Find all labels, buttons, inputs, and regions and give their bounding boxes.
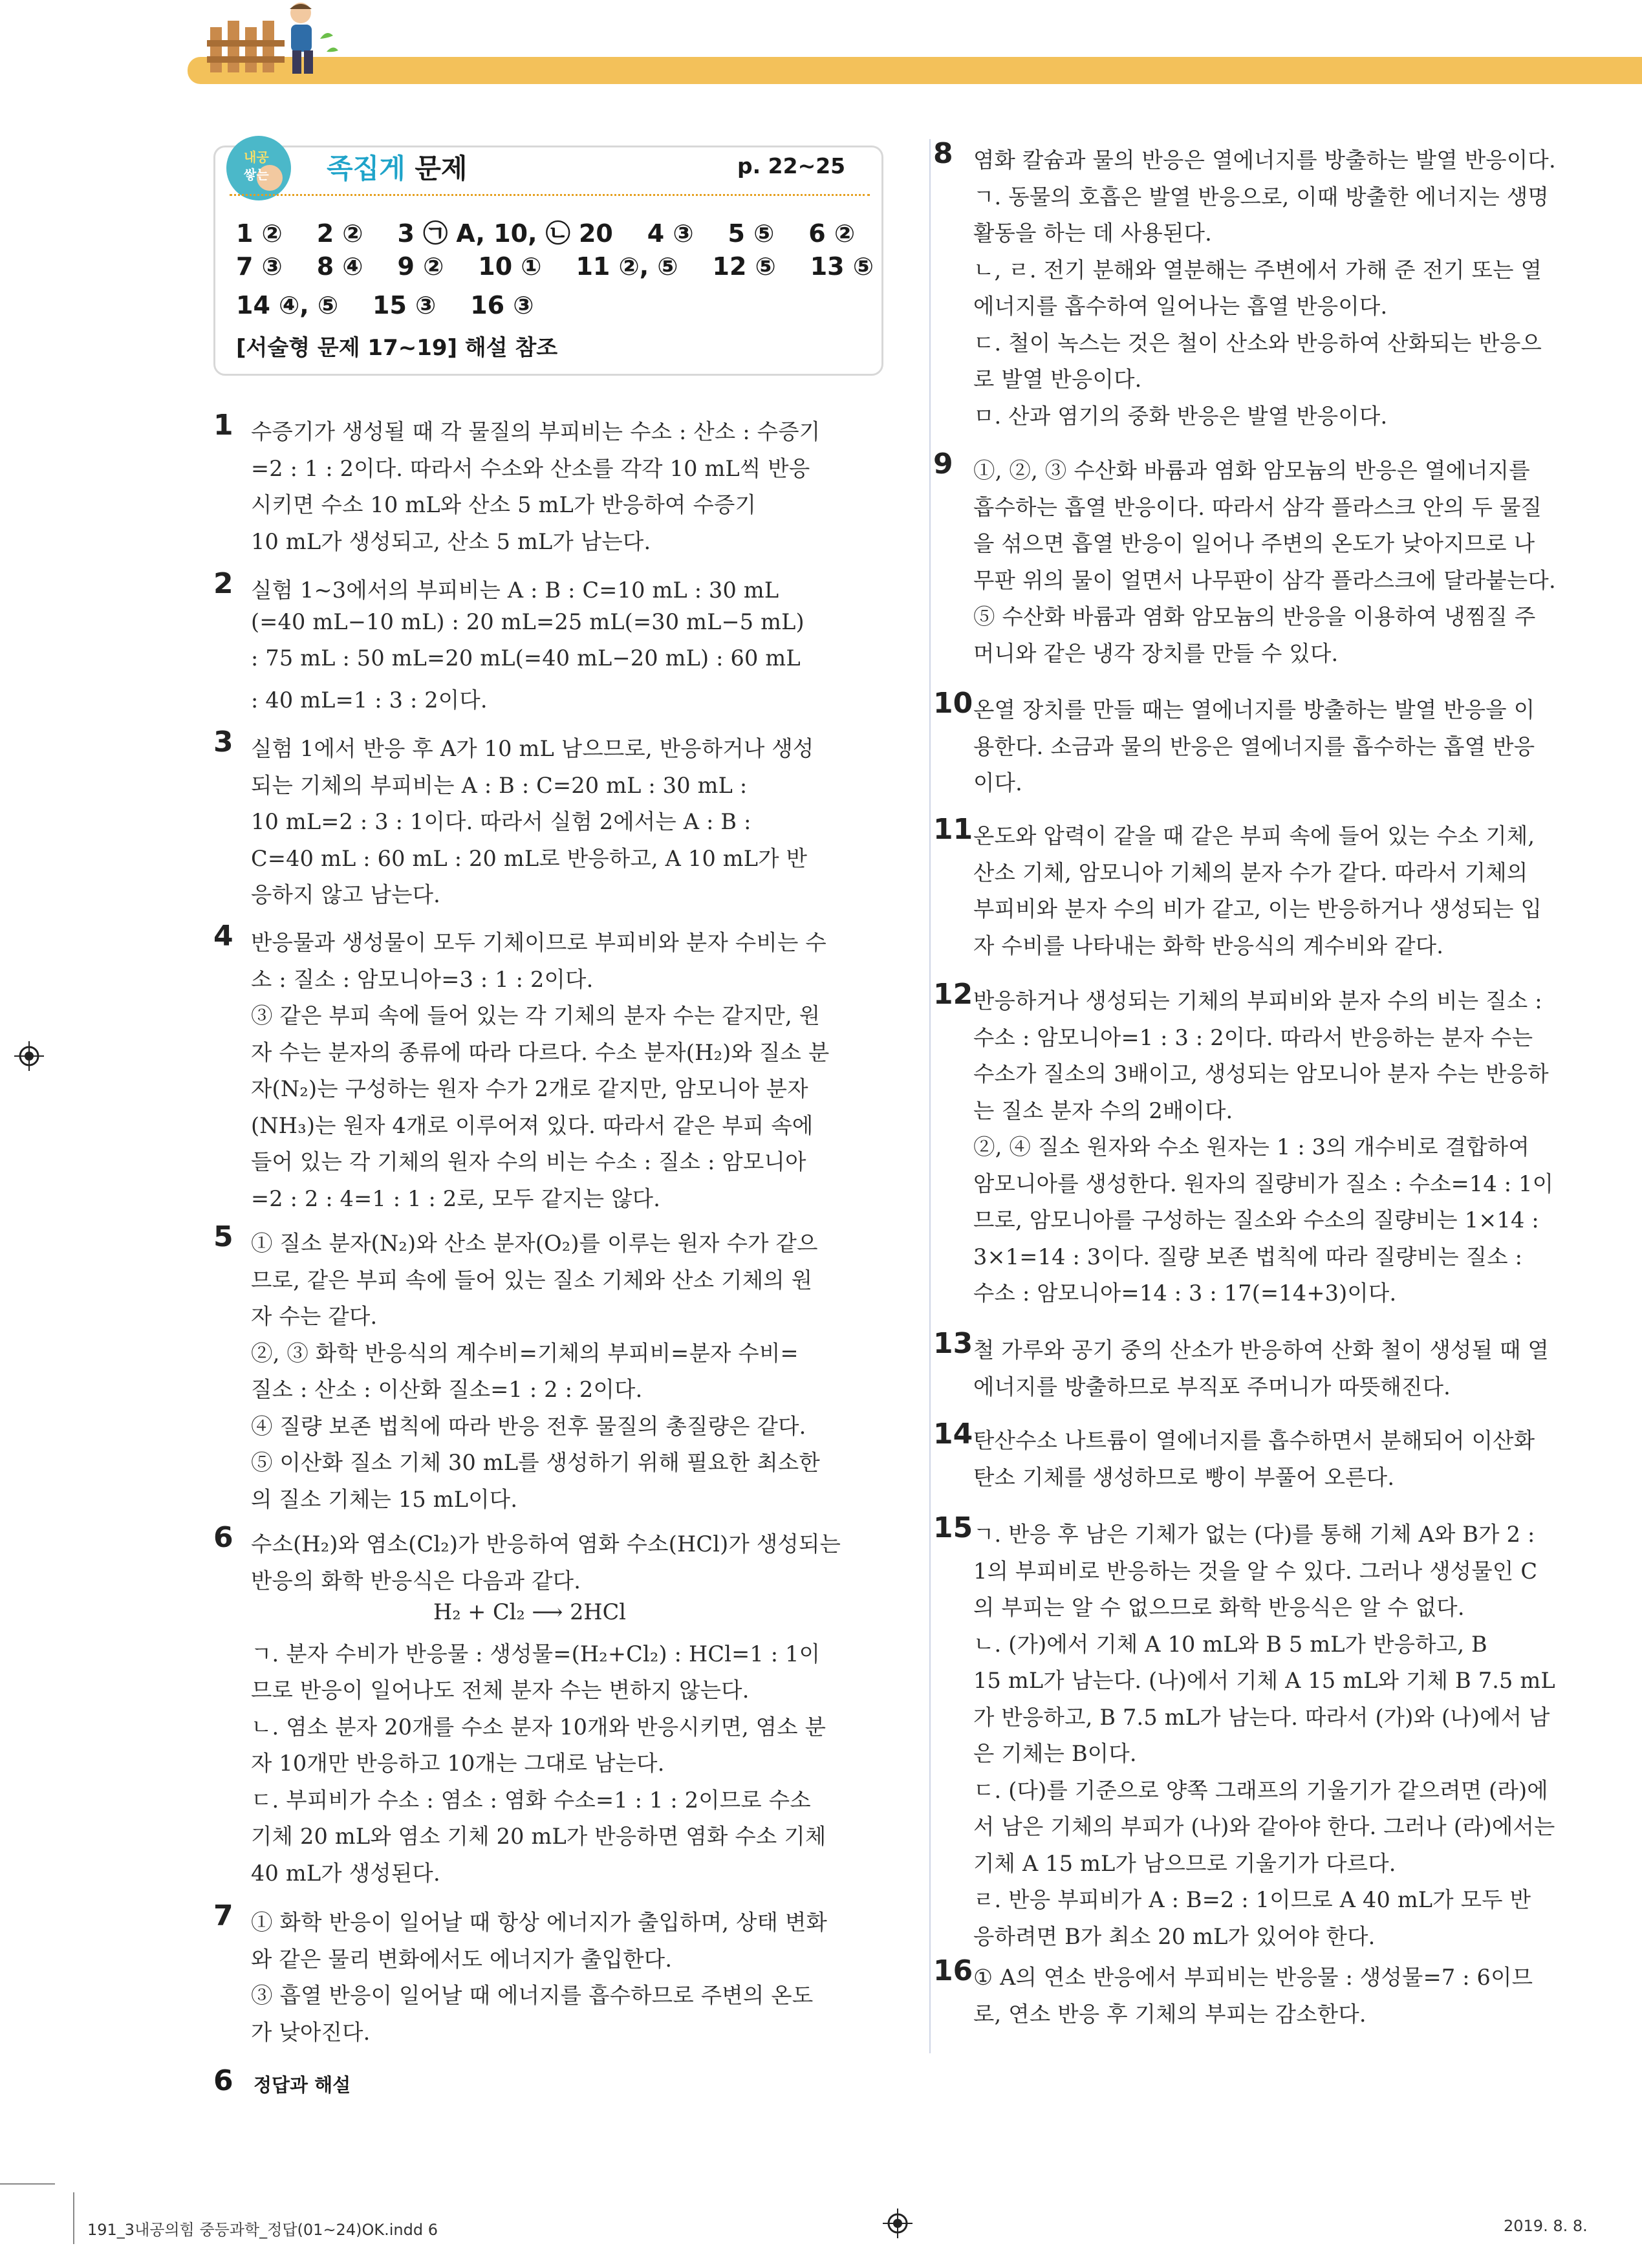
item-number: 5 <box>213 1220 233 1253</box>
item-text-line: ㄷ. 부피비가 수소 : 염소 : 염화 수소=1 : 1 : 2이므로 수소 <box>251 1787 811 1813</box>
footer-vertical-rule <box>73 2192 74 2244</box>
item-text-line: ②, ③ 화학 반응식의 계수비=기체의 부피비=분자 수비= <box>251 1340 799 1366</box>
item-text-line: 므로, 암모니아를 구성하는 질소와 수소의 질량비는 1×14 : <box>973 1207 1539 1233</box>
item-text-line: ㄷ. (다)를 기준으로 양쪽 그래프의 기울기가 같으려면 (라)에 <box>973 1777 1548 1803</box>
item-text-line: 기체 20 mL와 염소 기체 20 mL가 반응하면 염화 수소 기체 <box>251 1824 826 1849</box>
item-text-line: 을 섞으면 흡열 반응이 일어나 주변의 온도가 낮아지므로 나 <box>973 531 1535 556</box>
item-number: 3 <box>213 726 233 759</box>
item-text-line: 수증기가 생성될 때 각 물질의 부피비는 수소 : 산소 : 수증기 <box>251 419 821 444</box>
answer-box-title <box>327 147 468 186</box>
item-text-line: 에너지를 흡수하여 일어나는 흡열 반응이다. <box>973 294 1388 319</box>
item-text-line: 산소 기체, 암모니아 기체의 분자 수가 같다. 따라서 기체의 <box>973 859 1528 885</box>
item-text-line: 1의 부피비로 반응하는 것을 알 수 있다. 그러나 생성물인 C <box>973 1558 1538 1584</box>
item-text-line: 는 질소 분자 수의 2배이다. <box>973 1097 1233 1123</box>
item-text-line: : 40 mL=1 : 3 : 2이다. <box>251 687 488 713</box>
file-info: 191_3내공의힘 중등과학_정답(01~24)OK.indd 6 <box>87 2221 438 2239</box>
item-text-line: 암모니아를 생성한다. 원자의 질량비가 질소 : 수소=14 : 1이 <box>973 1171 1554 1196</box>
item-text-line: ②, ④ 질소 원자와 수소 원자는 1 : 3의 개수비로 결합하여 <box>973 1134 1529 1160</box>
gardener-illustration <box>272 0 343 78</box>
item-text-line: 자(N₂)는 구성하는 원자 수가 2개로 같지만, 암모니아 분자 <box>251 1076 808 1101</box>
column-divider <box>929 139 931 2053</box>
item-text-line: 가 반응하고, B 7.5 mL가 남는다. 따라서 (가)와 (나)에서 남 <box>973 1704 1550 1730</box>
registration-mark-icon <box>883 2209 913 2238</box>
item-text-line: 10 mL=2 : 3 : 1이다. 따라서 실험 2에서는 A : B : <box>251 809 751 834</box>
item-text-line: 온열 장치를 만들 때는 열에너지를 방출하는 발열 반응을 이 <box>973 697 1535 722</box>
item-text-line: ㄱ. 반응 후 남은 기체가 없는 (다)를 통해 기체 A와 B가 2 : <box>973 1522 1535 1547</box>
item-number: 11 <box>933 813 973 846</box>
answer-line: 14 ④, ⑤ 15 ③ 16 ③ <box>236 291 534 319</box>
item-number: 8 <box>933 137 953 170</box>
item-text-line: 40 mL가 생성된다. <box>251 1860 440 1886</box>
header-accent-bar <box>188 57 1642 84</box>
item-text-line: ㄱ. 분자 수비가 반응물 : 생성물=(H₂+Cl₂) : HCl=1 : 1이 <box>251 1641 821 1667</box>
item-number: 13 <box>933 1327 973 1360</box>
item-text-line: ① A의 연소 반응에서 부피비는 반응물 : 생성물=7 : 6이므 <box>973 1965 1533 1990</box>
item-text-line: ①, ②, ③ 수산화 바륨과 염화 암모늄의 반응은 열에너지를 <box>973 458 1530 483</box>
item-text-line: 3×1=14 : 3이다. 질량 보존 법칙에 따라 질량비는 질소 : <box>973 1244 1523 1269</box>
item-text-line: ⑤ 이산화 질소 기체 30 mL를 생성하기 위해 필요한 최소한 <box>251 1450 820 1475</box>
item-text-line: 염화 칼슘과 물의 반응은 열에너지를 방출하는 발열 반응이다. <box>973 147 1556 173</box>
item-text-line: 자 수비를 나타내는 화학 반응식의 계수비와 같다. <box>973 933 1444 958</box>
item-text-line: 이다. <box>973 770 1022 795</box>
answer-line-note: [서술형 문제 17~19] 해설 참조 <box>236 335 558 361</box>
item-text-line: ㄷ. 철이 녹스는 것은 철이 산소와 반응하여 산화되는 반응으 <box>973 330 1542 356</box>
item-text-line: ㅁ. 산과 염기의 중화 반응은 발열 반응이다. <box>973 403 1388 429</box>
item-text-line: (NH₃)는 원자 4개로 이루어져 있다. 따라서 같은 부피 속에 <box>251 1112 814 1138</box>
item-text-line: 소 : 질소 : 암모니아=3 : 1 : 2이다. <box>251 966 594 992</box>
item-number: 14 <box>933 1418 973 1451</box>
item-text-line: 실험 1~3에서의 부피비는 A : B : C=10 mL : 30 mL <box>251 578 779 603</box>
item-text-line: 활동을 하는 데 사용된다. <box>973 221 1213 246</box>
item-text-line: 시키면 수소 10 mL와 산소 5 mL가 반응하여 수증기 <box>251 492 757 517</box>
item-text-line: 머니와 같은 냉각 장치를 만들 수 있다. <box>973 640 1339 666</box>
item-number: 9 <box>933 448 953 481</box>
item-text-line: 용한다. 소금과 물의 반응은 열에너지를 흡수하는 흡열 반응 <box>973 733 1535 759</box>
item-text-line: 로 발열 반응이다. <box>973 367 1142 392</box>
item-text-line: 가 낮아진다. <box>251 2019 371 2045</box>
item-text-line: ③ 같은 부피 속에 들어 있는 각 기체의 분자 수는 같지만, 원 <box>251 1003 821 1028</box>
page-label: 정답과 해설 <box>254 2074 351 2096</box>
item-text-line: 들어 있는 각 기체의 원자 수의 비는 수소 : 질소 : 암모니아 <box>251 1149 806 1174</box>
item-number: 6 <box>213 1521 233 1554</box>
badge-icon <box>223 133 294 204</box>
item-text-line: 반응물과 생성물이 모두 기체이므로 부피비와 분자 수비는 수 <box>251 930 826 955</box>
item-text-line: ③ 흡열 반응이 일어날 때 에너지를 흡수하므로 주변의 온도 <box>251 1983 814 2008</box>
item-text-line: 흡수하는 흡열 반응이다. 따라서 삼각 플라스크 안의 두 물질 <box>973 494 1542 520</box>
item-text-line: ㄴ. 염소 분자 20개를 수소 분자 10개와 반응시키면, 염소 분 <box>251 1714 826 1740</box>
print-date: 2019. 8. 8. <box>1504 2217 1588 2235</box>
answer-box-title-highlight: 족집게 <box>327 153 405 184</box>
answer-box-separator <box>230 194 870 196</box>
item-text-line: 실험 1에서 반응 후 A가 10 mL 남으므로, 반응하거나 생성 <box>251 736 814 761</box>
item-text-line: 되는 기체의 부피비는 A : B : C=20 mL : 30 mL : <box>251 772 748 798</box>
item-number: 16 <box>933 1954 973 1987</box>
item-text-line: (=40 mL−10 mL) : 20 mL=25 mL(=30 mL−5 mL) <box>251 609 805 634</box>
item-text-line: 기체 A 15 mL가 남으므로 기울기가 다르다. <box>973 1850 1396 1876</box>
item-text-line: C=40 mL : 60 mL : 20 mL로 반응하고, A 10 mL가 반 <box>251 845 808 871</box>
item-text-line: 질소 : 산소 : 이산화 질소=1 : 2 : 2이다. <box>251 1377 643 1402</box>
registration-mark-icon <box>14 1041 44 1071</box>
item-text-line: 므로, 같은 부피 속에 들어 있는 질소 기체와 산소 기체의 원 <box>251 1267 813 1293</box>
item-number: 2 <box>213 567 233 600</box>
item-text-line: ㄱ. 동물의 호흡은 발열 반응으로, 이때 방출한 에너지는 생명 <box>973 184 1549 210</box>
item-number: 1 <box>213 409 233 442</box>
item-number: 4 <box>213 920 233 953</box>
svg-text:내공: 내공 <box>244 149 269 165</box>
item-text-line: 자 10개만 반응하고 10개는 그대로 남는다. <box>251 1751 665 1776</box>
item-text-line: 부피비와 분자 수의 비가 같고, 이는 반응하거나 생성되는 입 <box>973 896 1542 922</box>
item-text-line: 의 질소 기체는 15 mL이다. <box>251 1486 518 1512</box>
item-text-line: 자 수는 분자의 종류에 따라 다르다. 수소 분자(H₂)와 질소 분 <box>251 1039 830 1065</box>
answer-box-title-rest: 문제 <box>405 153 468 184</box>
footer-rule <box>0 2183 55 2185</box>
item-text-line: 수소 : 암모니아=14 : 3 : 17(=14+3)이다. <box>973 1280 1397 1306</box>
item-text-line: 와 같은 물리 변화에서도 에너지가 출입한다. <box>251 1946 673 1972</box>
answer-box-pages: p. 22~25 <box>737 153 846 178</box>
item-text-line: =2 : 2 : 4=1 : 1 : 2로, 모두 같지는 않다. <box>251 1185 661 1211</box>
item-text-line: ④ 질량 보존 법칙에 따라 반응 전후 물질의 총질량은 같다. <box>251 1413 806 1439</box>
item-text-line: 수소 : 암모니아=1 : 3 : 2이다. 따라서 반응하는 분자 수는 <box>973 1024 1533 1050</box>
item-number: 7 <box>213 1899 233 1932</box>
item-text-line: 수소(H₂)와 염소(Cl₂)가 반응하여 염화 수소(HCl)가 생성되는 <box>251 1531 841 1557</box>
item-text-line: 반응하거나 생성되는 기체의 부피비와 분자 수의 비는 질소 : <box>973 988 1542 1013</box>
item-text-line: 탄소 기체를 생성하므로 빵이 부풀어 오른다. <box>973 1464 1395 1490</box>
item-text-line: 15 mL가 남는다. (나)에서 기체 A 15 mL와 기체 B 7.5 mL <box>973 1668 1555 1693</box>
item-text-line: 10 mL가 생성되고, 산소 5 mL가 남는다. <box>251 528 651 554</box>
item-text-line: 에너지를 방출하므로 부직포 주머니가 따뜻해진다. <box>973 1374 1451 1399</box>
answer-line: 7 ③ 8 ④ 9 ② 10 ① 11 ②, ⑤ 12 ⑤ 13 ⑤ <box>236 252 874 281</box>
item-text-line: 응하지 않고 남는다. <box>251 882 441 907</box>
item-text-line: 자 수는 같다. <box>251 1304 378 1329</box>
item-text-line: 무판 위의 물이 얼면서 나무판이 삼각 플라스크에 달라붙는다. <box>973 567 1556 593</box>
item-text-line: 온도와 압력이 같을 때 같은 부피 속에 들어 있는 수소 기체, <box>973 823 1535 848</box>
item-text-line: ㄴ, ㄹ. 전기 분해와 열분해는 주변에서 가해 준 전기 또는 열 <box>973 257 1542 283</box>
item-text-line: 수소가 질소의 3배이고, 생성되는 암모니아 분자 수는 반응하 <box>973 1061 1549 1086</box>
item-text-line: 철 가루와 공기 중의 산소가 반응하여 산화 철이 생성될 때 열 <box>973 1337 1549 1363</box>
chemical-equation: H₂ + Cl₂ ⟶ 2HCl <box>433 1599 626 1625</box>
item-text-line: 탄산수소 나트륨이 열에너지를 흡수하면서 분해되어 이산화 <box>973 1428 1535 1453</box>
item-text-line: ① 질소 분자(N₂)와 산소 분자(O₂)를 이루는 원자 수가 같으 <box>251 1231 818 1256</box>
item-number: 12 <box>933 978 973 1011</box>
item-number: 15 <box>933 1511 973 1544</box>
item-number: 10 <box>933 687 973 720</box>
answer-line: 1 ② 2 ② 3 ㉠ A, 10, ㉡ 20 4 ③ 5 ⑤ 6 ② <box>236 219 856 248</box>
item-text-line: =2 : 1 : 2이다. 따라서 수소와 산소를 각각 10 mL씩 반응 <box>251 455 810 481</box>
item-text-line: ㄹ. 반응 부피비가 A : B=2 : 1이므로 A 40 mL가 모두 반 <box>973 1887 1531 1912</box>
item-text-line: 로, 연소 반응 후 기체의 부피는 감소한다. <box>973 2001 1367 2027</box>
item-text-line: 반응의 화학 반응식은 다음과 같다. <box>251 1568 581 1593</box>
item-text-line: 은 기체는 B이다. <box>973 1741 1137 1766</box>
page-number: 6 <box>213 2064 233 2097</box>
item-text-line: 서 남은 기체의 부피가 (나)와 같아야 한다. 그러나 (라)에서는 <box>973 1814 1555 1839</box>
item-text-line: 응하려면 B가 최소 20 mL가 있어야 한다. <box>973 1923 1376 1949</box>
item-text-line: ㄴ. (가)에서 기체 A 10 mL와 B 5 mL가 반응하고, B <box>973 1631 1487 1657</box>
item-text-line: 의 부피는 알 수 없으므로 화학 반응식은 알 수 없다. <box>973 1595 1465 1620</box>
item-text-line: ① 화학 반응이 일어날 때 항상 에너지가 출입하며, 상태 변화 <box>251 1910 828 1935</box>
item-text-line: 므로 반응이 일어나도 전체 분자 수는 변하지 않는다. <box>251 1678 750 1703</box>
item-text-line: ⑤ 수산화 바륨과 염화 암모늄의 반응을 이용하여 냉찜질 주 <box>973 604 1536 629</box>
svg-text:쌓는: 쌓는 <box>244 167 269 182</box>
item-text-line: : 75 mL : 50 mL=20 mL(=40 mL−20 mL) : 60 mL <box>251 645 801 671</box>
